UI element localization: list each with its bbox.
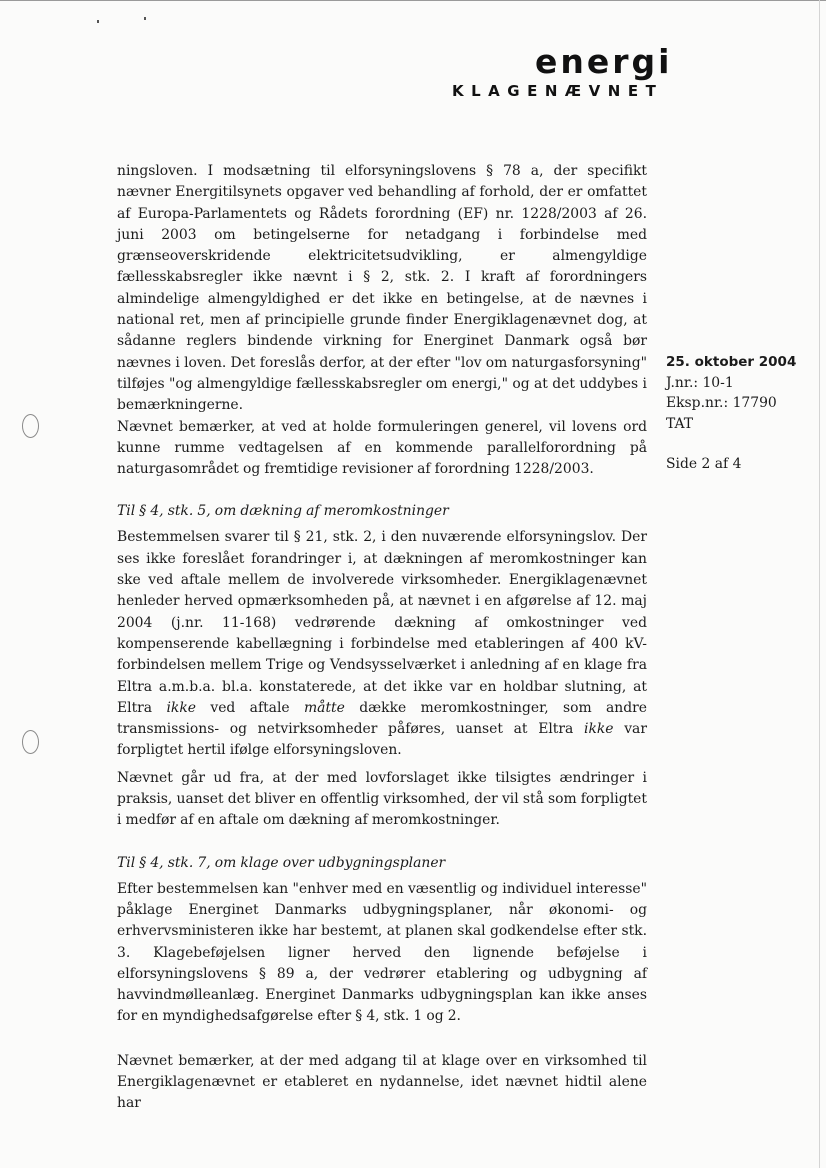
paragraph-6: Nævnet bemærker, at der med adgang til at klage over en virksomhed til Energiklagenævnet er etableret en nydannelse, idet nævnet hidtil alene har xyxy=(117,1052,647,1112)
section-heading-stk7: Til § 4, stk. 7, om klage over udbygningsplaner xyxy=(117,854,446,871)
caseworker-initials: TAT xyxy=(666,415,694,432)
letterhead-logo xyxy=(535,42,673,81)
paragraph-2: Nævnet bemærker, at ved at holde formuleringen generel, vil lovens ord kunne rumme vedtagelsen af en kommende parallelforordning på naturgasområdet og fremtidige revisioner af forordning 1228/2003. xyxy=(117,418,647,478)
punch-hole-bottom xyxy=(22,730,39,754)
paragraph-4: Nævnet går ud fra, at der med lovforslaget ikke tilsigtes ændringer i praksis, uanset det bliver en offentlig virksomhed, der vil stå som forpligtet i medfør af en aftale om dækning af meromkostninger. xyxy=(117,769,647,829)
logo-word: energi xyxy=(535,42,673,81)
scan-speck xyxy=(97,20,99,23)
scan-edge-right xyxy=(819,0,820,1168)
paragraph-3: Bestemmelsen svarer til § 21, stk. 2, i den nuværende elforsyningslov. Der ses ikke foreslået forandringer i, at dækningen af meromkostninger kan ske ved aftale mellem de involverede virksomheder. Energiklagenævnet henleder herved opmærksomheden på, at nævnet i en afgørelse af 12. maj 2004 (j.nr. 11-168) vedrørende dækning af omkostninger ved kompenserende kabellægning i forbindelse med etableringen af 400 kV-forbindelsen mellem Trige og Vendsysselværket i anledning af en klage fra Eltra a.m.b.a. bl.a. konstaterede, at det ikke var en holdbar slutning, at Eltra ikke ved aftale måtte dække meromkostninger, som andre transmissions- og netvirksomheder påføres, uanset at Eltra ikke var forpligtet hertil ifølge elforsyningsloven. xyxy=(117,529,647,759)
logo-subtitle: KLAGENÆVNET xyxy=(452,82,664,100)
document-meta-sidebar xyxy=(666,352,816,475)
journal-number: J.nr.: 10-1 xyxy=(666,374,734,391)
document-date: 25. oktober 2004 xyxy=(666,354,797,370)
section-heading-stk5: Til § 4, stk. 5, om dækning af meromkostninger xyxy=(117,503,449,520)
paragraph-5: Efter bestemmelsen kan "enhver med en væsentlig og individuel interesse" påklage Energinet Danmarks udbygningsplaner, når økonomi- og erhvervsministeren ikke har bestemt, at planen skal godkendelse efter stk. 3. Klagebeføjelsen ligner herved den lignende beføjelse i elforsyningslovens § 89 a, der vedrører etablering og udbygning af havvindmølleanlæg. Energinet Danmarks udbygningsplan kan ikke anses for en myndighedsafgørelse efter § 4, stk. 1 og 2. xyxy=(117,880,647,1025)
document-body xyxy=(117,161,647,1115)
paragraph-1: ningsloven. I modsætning til elforsyningslovens § 78 a, der specifikt nævner Energitilsynets opgaver ved behandling af forhold, der er omfattet af Europa-Parlamentets og Rådets forordning (EF) nr. 1228/2003 af 26. juni 2003 om betingelserne for netadgang i forbindelse med grænseoverskridende elektricitetsudvikling, er almengyldige fællesskabsregler ikke nævnt i § 2, stk. 2. I kraft af forordningers almindelige almengyldighed er det ikke en betingelse, at de nævnes i national ret, men af principielle grunde finder Energiklagenævnet dog, at sådanne reglers bindende virkning for Energinet Danmark også bør nævnes i loven. Det foreslås derfor, at der efter "lov om naturgasforsyning" tilføjes "og almengyldige fællesskabsregler om energi," og at det uddybes i bemærkningerne. xyxy=(117,163,647,414)
page-number: Side 2 af 4 xyxy=(666,456,742,473)
expedition-number: Eksp.nr.: 17790 xyxy=(666,395,777,412)
scan-edge-top xyxy=(0,0,826,4)
punch-hole-top xyxy=(22,414,39,438)
scan-speck xyxy=(144,17,146,20)
